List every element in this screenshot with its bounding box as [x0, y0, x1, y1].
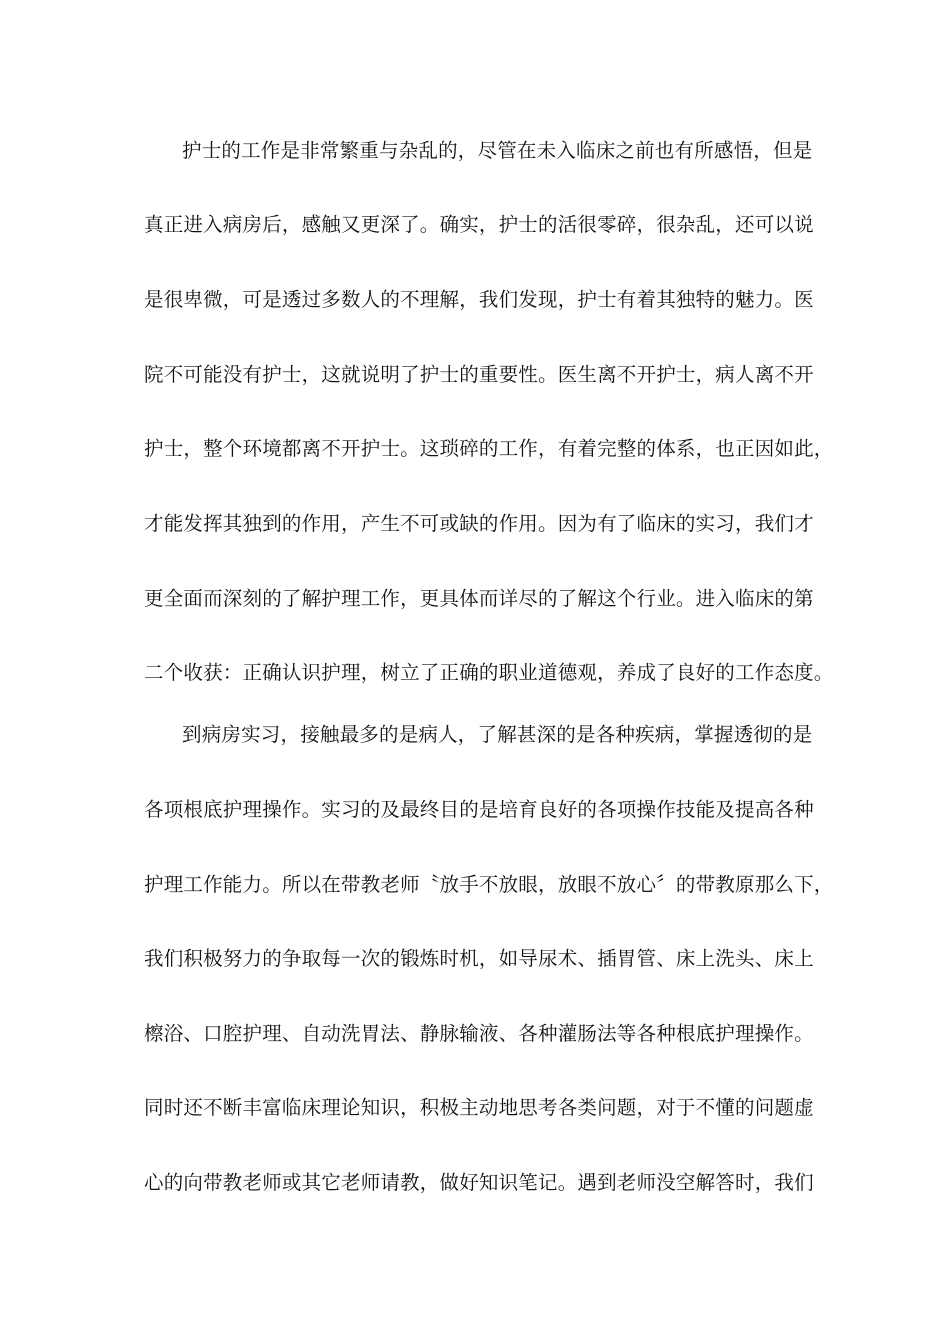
text-line: 到病房实习，接触最多的是病人，了解甚深的是各种疾病，掌握透彻的是 [182, 723, 813, 746]
text-line: 院不可能没有护士，这就说明了护士的重要性。医生离不开护士，病人离不开 [144, 363, 814, 386]
text-line: 心的向带教老师或其它老师请教，做好知识笔记。遇到老师没空解答时，我们 [144, 1171, 814, 1194]
text-line: 檫浴、口腔护理、自动洗胃法、静脉输液、各种灌肠法等各种根底护理操作。 [144, 1022, 814, 1045]
text-line: 护士的工作是非常繁重与杂乱的，尽管在未入临床之前也有所感悟，但是 [182, 139, 813, 162]
text-line: 真正进入病房后，感触又更深了。确实，护士的活很零碎，很杂乱，还可以说 [144, 213, 814, 236]
text-line: 同时还不断丰富临床理论知识，积极主动地思考各类问题，对于不懂的问题虚 [144, 1096, 814, 1119]
text-line: 我们积极努力的争取每一次的锻炼时机，如导尿术、插胃管、床上洗头、床上 [144, 947, 814, 970]
text-line: 二个收获：正确认识护理，树立了正确的职业道德观，养成了良好的工作态度。 [144, 661, 834, 684]
text-line: 更全面而深刻的了解护理工作，更具体而详尽的了解这个行业。进入临床的第 [144, 587, 814, 610]
text-line: 是很卑微，可是透过多数人的不理解，我们发现，护士有着其独特的魅力。医 [144, 288, 814, 311]
text-line: 护士，整个环境都离不开护士。这琐碎的工作，有着完整的体系，也正因如此， [144, 437, 834, 460]
text-line: 护理工作能力。所以在带教老师〝放手不放眼，放眼不放心〞的带教原那么下， [144, 873, 834, 896]
text-line: 各项根底护理操作。实习的及最终目的是培育良好的各项操作技能及提高各种 [144, 798, 814, 821]
text-line: 才能发挥其独到的作用，产生不可或缺的作用。因为有了临床的实习，我们才 [144, 512, 814, 535]
